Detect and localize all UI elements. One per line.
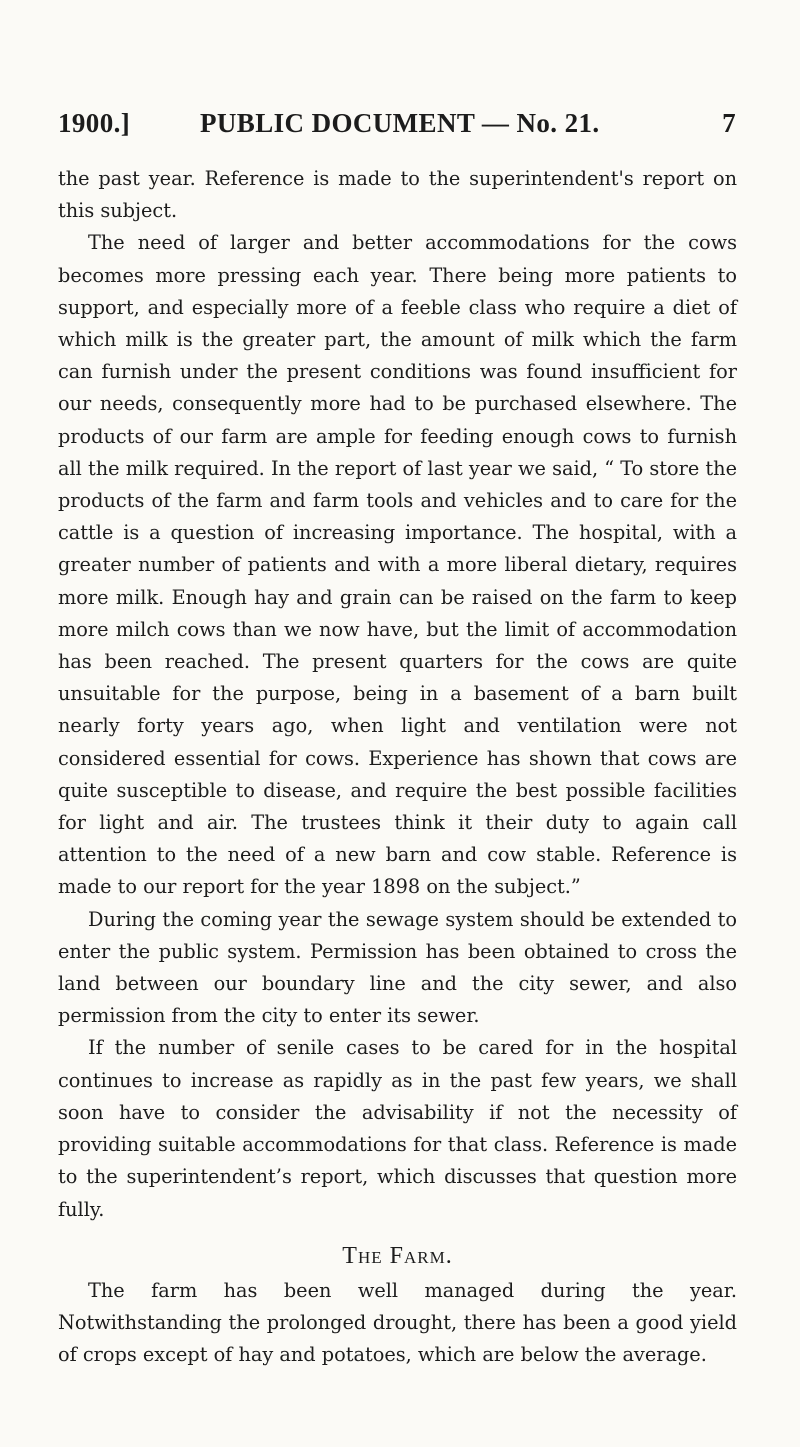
paragraph-cows: The need of larger and better accommodations for the cows becomes more pressing each year. There being more patients to support, and especially more of a feeble class who require a diet of which milk is the greater part, the amount of milk which the farm can furnish under the present conditions was found insufficient for our needs, consequently more had to be purchased elsewhere. The products of our farm are ample for feeding enough cows to furnish all the milk required. In the report of last year we said, “ To store the products of the farm and farm tools and vehicles and to care for the cattle is a question of increasing importance. The hospital, with a greater number of patients and with a more liberal dietary, requires more milk. Enough hay and grain can be raised on the farm to keep more milch cows than we now have, but the limit of accommodation has been reached. The present quarters for the cows are quite unsuitable for the purpose, being in a basement of a barn built nearly forty years ago, when light and ventilation were not considered essential for cows. Experience has shown that cows are quite susceptible to disease, and require the best possible facilities for light and air. The trustees think it their duty to again call attention to the need of a new barn and cow stable. Reference is made to our report for the year 1898 on the subject.” xyxy=(58,231,737,899)
section-heading-farm: The Farm. xyxy=(342,1242,453,1269)
page-number: 7 xyxy=(722,108,736,138)
paragraph-sewage: During the coming year the sewage system should be extended to enter the public system. Permission has been obtained to cross the land between our boundary line and the city sewer, and also permission from the city to enter its sewer. xyxy=(58,907,737,1028)
body-text xyxy=(58,163,737,1372)
running-header xyxy=(58,108,736,148)
paragraph-continuation: the past year. Reference is made to the superintendent's report on this subject. xyxy=(58,167,737,223)
header-document-title: PUBLIC DOCUMENT — No. 21. xyxy=(200,108,600,138)
paragraph-senile-cases: If the number of senile cases to be cared for in the hospital continues to increase as rapidly as in the past few years, we shall soon have to consider the advisability if not the necessity of providing suitable accommodations for that class. Reference is made to the superintendent’s report, which discusses that question more fully. xyxy=(58,1036,737,1221)
header-year: 1900.] xyxy=(58,108,131,138)
paragraph-farm: The farm has been well managed during the year. Notwithstanding the prolonged drought, there has been a good yield of crops except of hay and potatoes, which are below the average. xyxy=(58,1278,737,1367)
